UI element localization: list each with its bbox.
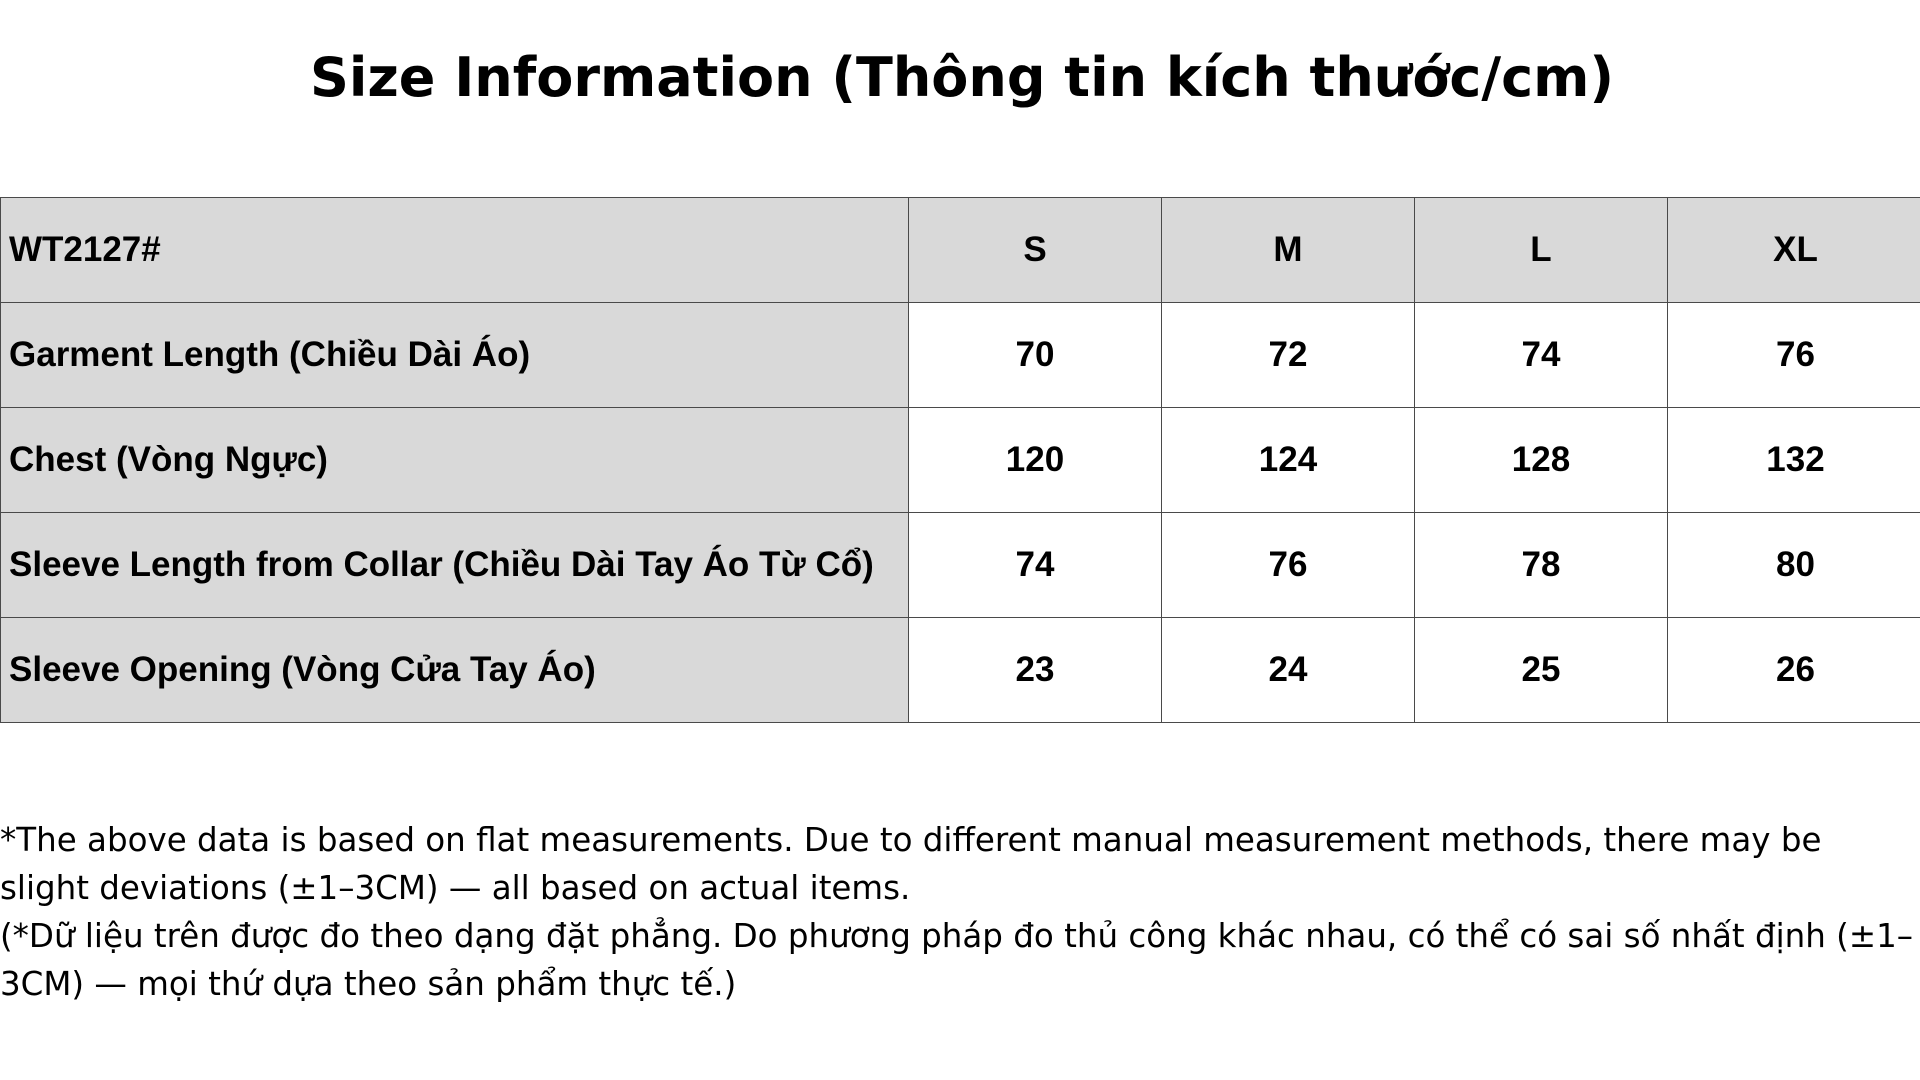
row-label-garment-length: Garment Length (Chiều Dài Áo) bbox=[1, 303, 909, 408]
row-label-chest: Chest (Vòng Ngực) bbox=[1, 408, 909, 513]
table-cell: 132 bbox=[1668, 408, 1920, 513]
note-english: *The above data is based on flat measurements. Due to different manual measurement methods, there may be slight deviations (±1–3CM) — all based on actual items. bbox=[0, 821, 1822, 907]
table-cell: 120 bbox=[909, 408, 1162, 513]
table-cell: 26 bbox=[1668, 618, 1920, 723]
table-cell: 76 bbox=[1668, 303, 1920, 408]
note-vietnamese: (*Dữ liệu trên được đo theo dạng đặt phẳng. Do phương pháp đo thủ công khác nhau, có thể có sai số nhất định (±1–3CM) — mọi thứ dựa theo sản phẩm thực tế.) bbox=[0, 917, 1913, 1003]
table-cell: 124 bbox=[1162, 408, 1415, 513]
page-title: Size Information (Thông tin kích thước/cm) bbox=[309, 46, 1615, 109]
table-row bbox=[1, 303, 1920, 408]
size-header-m: M bbox=[1162, 198, 1415, 303]
table-cell: 25 bbox=[1415, 618, 1668, 723]
table-cell: 76 bbox=[1162, 513, 1415, 618]
table-cell: 74 bbox=[909, 513, 1162, 618]
table-row bbox=[1, 513, 1920, 618]
table-cell: 70 bbox=[909, 303, 1162, 408]
row-label-sleeve-opening: Sleeve Opening (Vòng Cửa Tay Áo) bbox=[1, 618, 909, 723]
size-header-xl: XL bbox=[1668, 198, 1920, 303]
table-cell: 23 bbox=[909, 618, 1162, 723]
table-cell: 80 bbox=[1668, 513, 1920, 618]
row-label-sleeve-length: Sleeve Length from Collar (Chiều Dài Tay Áo Từ Cổ) bbox=[1, 513, 909, 618]
table-cell: 78 bbox=[1415, 513, 1668, 618]
table-row bbox=[1, 618, 1920, 723]
table-row bbox=[1, 408, 1920, 513]
table-cell: 74 bbox=[1415, 303, 1668, 408]
size-header-l: L bbox=[1415, 198, 1668, 303]
table-cell: 72 bbox=[1162, 303, 1415, 408]
product-code: WT2127# bbox=[1, 198, 909, 303]
measurement-notes bbox=[0, 816, 1920, 1008]
size-header-s: S bbox=[909, 198, 1162, 303]
table-cell: 24 bbox=[1162, 618, 1415, 723]
table-header-row bbox=[1, 198, 1920, 303]
size-table bbox=[0, 197, 1920, 723]
table-cell: 128 bbox=[1415, 408, 1668, 513]
